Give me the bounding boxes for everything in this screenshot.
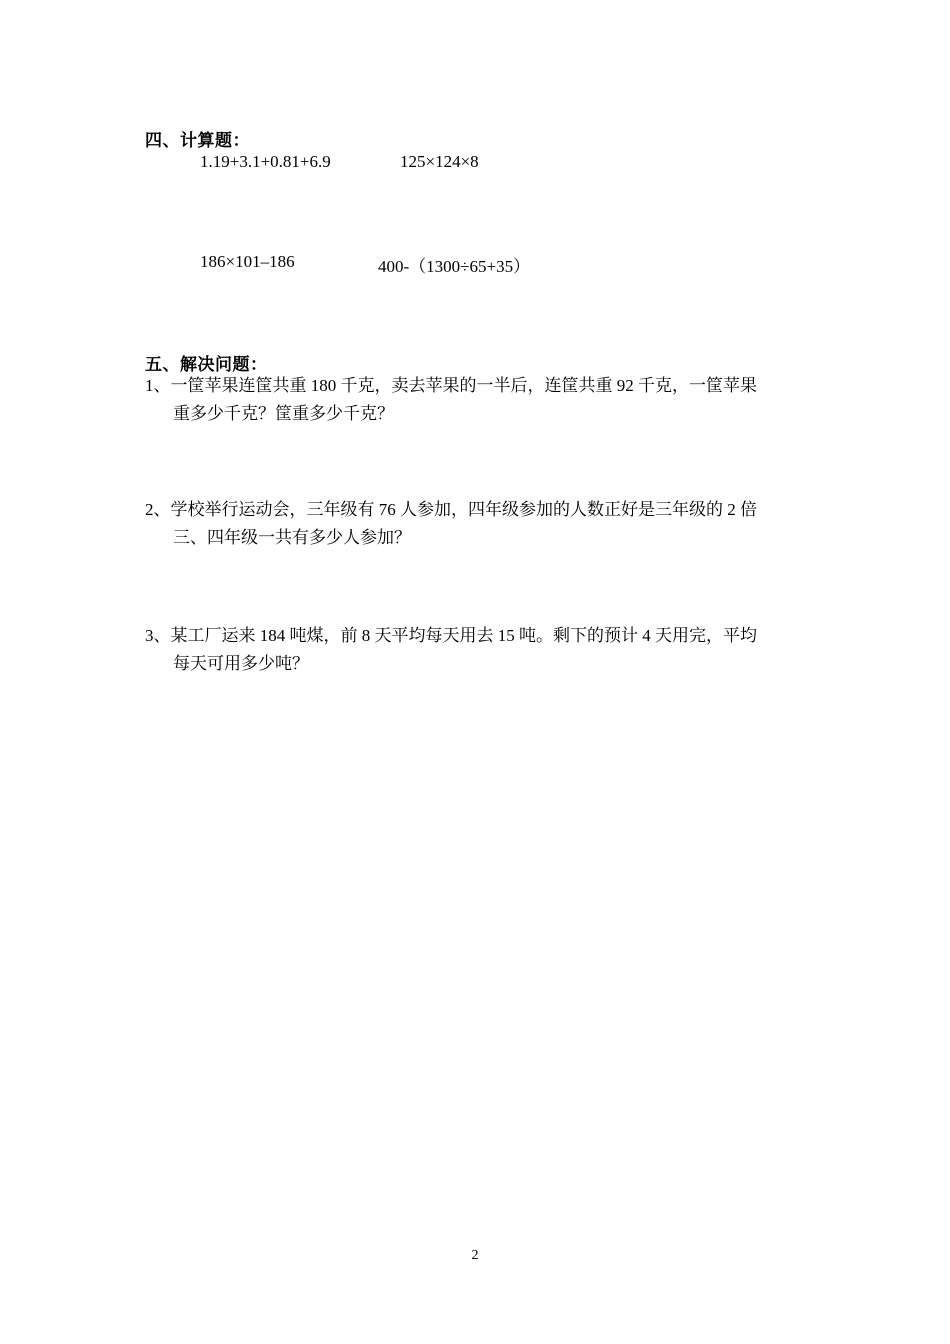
expression-2: 125×124×8 [400,152,479,171]
page-number: 2 [471,1248,479,1263]
expression-3: 186×101–186 [200,252,295,271]
expression-4: 400-（1300÷65+35） [378,257,531,276]
section-4-heading: 四、计算题： [145,131,250,151]
problem-1-line-1: 1、一筐苹果连筐共重 180 千克，卖去苹果的一半后，连筐共重 92 千克，一筐苹果 [145,376,757,395]
problem-1-line-2: 重多少千克？筐重多少千克？ [173,404,394,423]
problem-1 [145,372,815,428]
problem-3-line-2: 每天可用多少吨？ [173,654,309,673]
problem-3-line-1: 3、某工厂运来 184 吨煤，前 8 天平均每天用去 15 吨。剩下的预计 4 天用完，平均 [145,626,757,645]
expression-1: 1.19+3.1+0.81+6.9 [200,152,331,171]
section-5-heading: 五、解决问题： [145,355,268,375]
problem-2-line-1: 2、学校举行运动会，三年级有 76 人参加，四年级参加的人数正好是三年级的 2 倍 [145,500,757,519]
problem-2 [145,496,815,552]
problem-2-line-2: 三、四年级一共有多少人参加？ [173,528,411,547]
problem-3 [145,622,815,678]
